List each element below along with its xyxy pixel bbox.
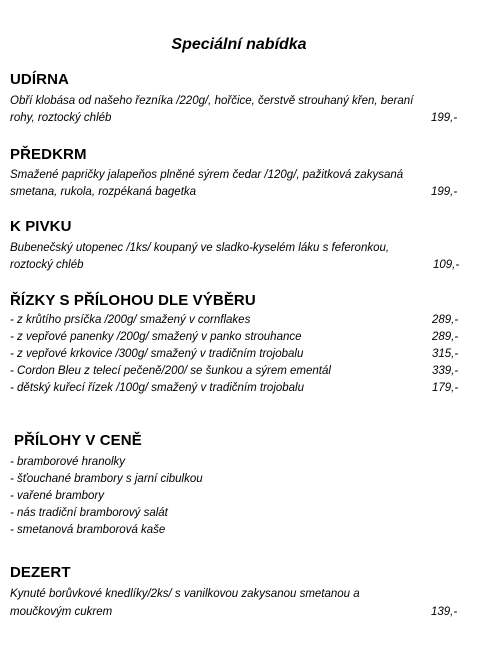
rizek-item-text: - Cordon Bleu z telecí pečeně/200/ se šunkou a sýrem ementál <box>10 365 331 377</box>
section-heading-udirna: UDÍRNA <box>10 71 69 88</box>
pivko-description-line-1: Bubenečský utopenec /1ks/ koupaný ve sladko-kyselém láku s feferonkou, <box>10 242 390 254</box>
dezert-price: 139,- <box>431 606 458 618</box>
predkrm-description-line-1: Smažené papričky jalapeňos plněné sýrem čedar /120g/, pažitková zakysaná <box>10 169 404 181</box>
dezert-description-line-1: Kynuté borůvkové knedlíky/2ks/ s vanilkovou zakysanou smetanou a <box>10 588 360 600</box>
section-heading-prilohy: PŘÍLOHY V CENĚ <box>14 432 142 449</box>
page-title: Speciální nabídka <box>171 36 307 53</box>
udirna-description-line-1: Obří klobása od našeho řezníka /220g/, hořčice, čerstvě strouhaný křen, beraní <box>10 95 414 107</box>
rizek-item-text: - z vepřové panenky /200g/ smažený v panko strouhance <box>10 331 302 343</box>
rizek-item-price: 289,- <box>432 314 459 326</box>
pivko-price: 109,- <box>433 259 460 271</box>
rizek-item <box>10 329 465 345</box>
rizek-item-price: 179,- <box>432 382 459 394</box>
priloha-item: - smetanová bramborová kaše <box>10 524 166 536</box>
predkrm-description-line-2: smetana, rukola, rozpékaná bagetka <box>10 186 197 198</box>
rizek-item-price: 289,- <box>432 331 459 343</box>
rizek-item <box>10 346 465 362</box>
rizek-item-price: 315,- <box>432 348 459 360</box>
rizek-item <box>10 312 465 328</box>
section-heading-predkrm: PŘEDKRM <box>10 146 87 163</box>
dezert-description-line-2: moučkovým cukrem <box>10 606 113 618</box>
priloha-item: - vařené brambory <box>10 490 104 502</box>
rizek-item-text: - dětský kuřecí řízek /100g/ smažený v tradičním trojobalu <box>10 382 305 394</box>
rizek-item <box>10 380 465 396</box>
priloha-item: - bramborové hranolky <box>10 456 126 468</box>
rizek-item-price: 339,- <box>432 365 459 377</box>
rizek-item-text: - z vepřové krkovice /300g/ smažený v tradičním trojobalu <box>10 348 304 360</box>
section-heading-rizky: ŘÍZKY S PŘÍLOHOU DLE VÝBĚRU <box>10 292 256 309</box>
section-heading-dezert: DEZERT <box>10 564 71 581</box>
rizek-item-text: - z krůtího prsíčka /200g/ smažený v cornflakes <box>10 314 251 326</box>
priloha-item: - šťouchané brambory s jarní cibulkou <box>10 473 203 485</box>
priloha-item: - nás tradiční bramborový salát <box>10 507 168 519</box>
udirna-description-line-2: rohy, roztocký chléb <box>10 112 112 124</box>
rizek-item <box>10 363 465 379</box>
udirna-price: 199,- <box>431 112 458 124</box>
pivko-description-line-2: roztocký chléb <box>10 259 84 271</box>
predkrm-price: 199,- <box>431 186 458 198</box>
section-heading-pivko: K PIVKU <box>10 218 72 235</box>
